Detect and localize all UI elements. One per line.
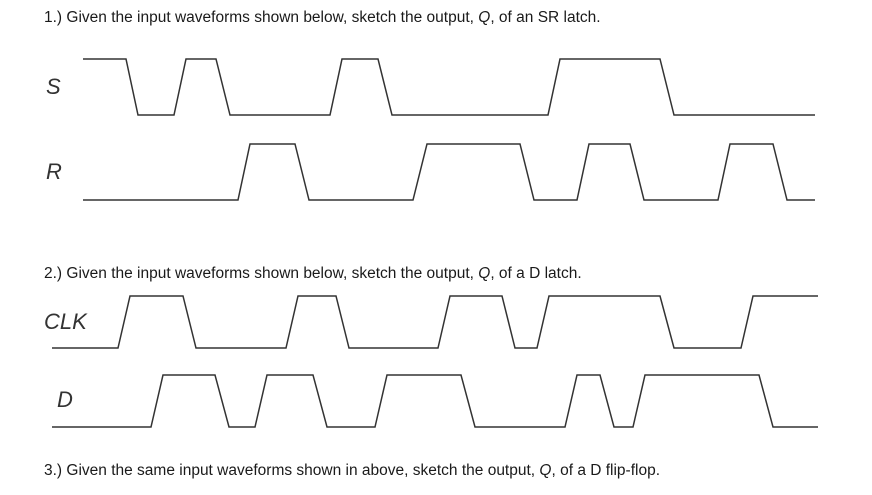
waveform-d: [52, 375, 818, 427]
question-2-suffix: , of a D latch.: [490, 265, 582, 282]
question-1-var: Q: [478, 9, 491, 26]
signal-label-r: R: [46, 159, 62, 184]
question-2-prefix: 2.) Given the input waveforms shown below, sketch the output,: [44, 265, 479, 282]
question-3-suffix: , of a D flip-flop.: [551, 462, 661, 479]
waveform-s: [83, 59, 815, 115]
signal-label-clk: CLK: [44, 309, 87, 334]
question-3-prefix: 3.) Given the same input waveforms shown in above, sketch the output,: [44, 462, 540, 479]
question-3-var: Q: [539, 462, 552, 479]
signal-label-s: S: [46, 74, 61, 99]
question-1-prefix: 1.) Given the input waveforms shown below, sketch the output,: [44, 9, 479, 26]
waveform-clk: [52, 296, 818, 348]
signal-label-d: D: [57, 387, 73, 412]
question-2-var: Q: [478, 265, 491, 282]
question-1-suffix: , of an SR latch.: [490, 9, 601, 26]
waveform-r: [83, 144, 815, 200]
